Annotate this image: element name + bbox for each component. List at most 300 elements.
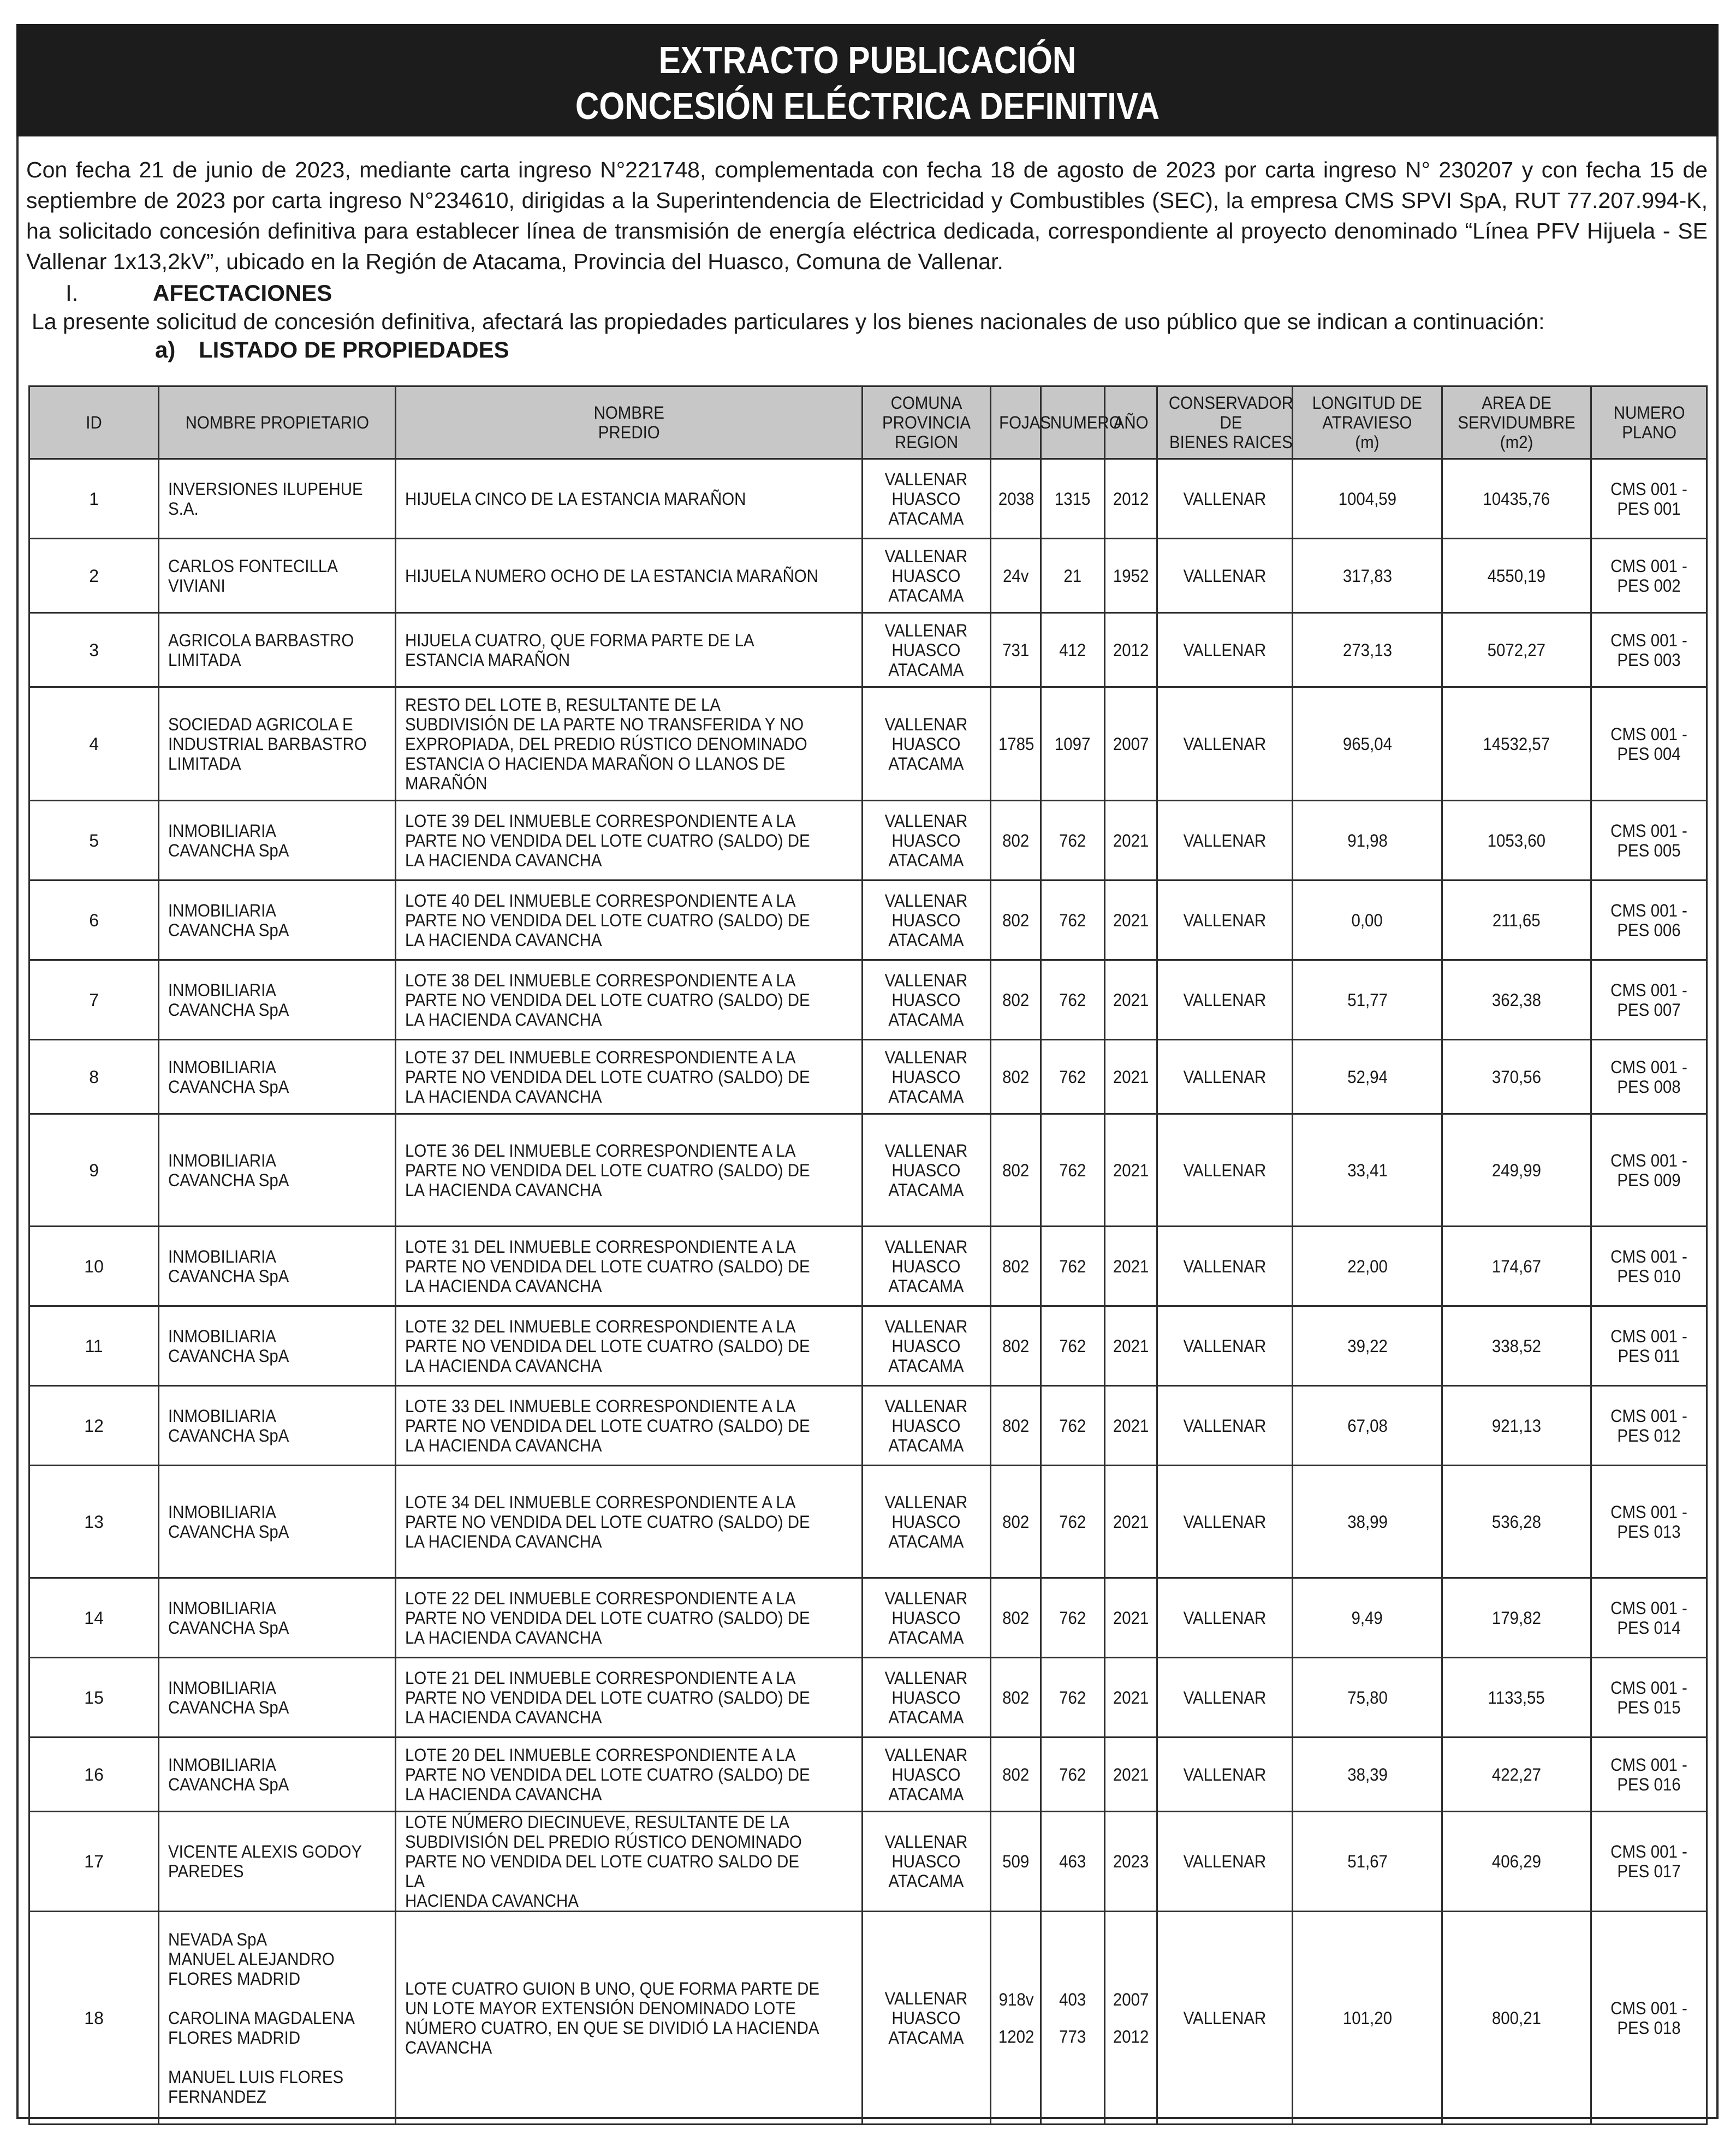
- cell-area: [1442, 1658, 1591, 1738]
- predio-line: LOTE CUATRO GUION B UNO, QUE FORMA PARTE DE: [405, 1978, 819, 1998]
- conservador-text: VALLENAR: [1184, 910, 1267, 930]
- cell-id: 7: [29, 960, 159, 1040]
- predio-line: HACIENDA CAVANCHA: [405, 1891, 579, 1911]
- cell-anio: [1105, 1738, 1157, 1812]
- predio-line: LOTE 32 DEL INMUEBLE CORRESPONDIENTE A LA: [405, 1316, 796, 1336]
- cell-anio: [1105, 459, 1157, 539]
- plano-line: PES 001: [1617, 498, 1681, 519]
- owner-line: CAVANCHA SpA: [168, 1266, 289, 1286]
- table-header-row: [29, 386, 1707, 459]
- plano-line: PES 002: [1617, 575, 1681, 596]
- area-text: 362,38: [1492, 990, 1542, 1010]
- plano-line: CMS 001 -: [1610, 724, 1688, 744]
- header-id-text: ID: [86, 413, 102, 432]
- area-text: 370,56: [1492, 1067, 1542, 1087]
- cell-owner: [159, 1114, 396, 1227]
- owner-line: INMOBILIARIA: [168, 900, 277, 920]
- conservador-text: VALLENAR: [1184, 1852, 1267, 1871]
- cell-id: 15: [29, 1658, 159, 1738]
- comuna-text: [885, 1832, 968, 1891]
- comuna-line: VALLENAR: [885, 1316, 968, 1336]
- plano-text: [1610, 1842, 1687, 1881]
- owner-line: INMOBILIARIA: [168, 1598, 277, 1618]
- anio-line: 2021: [1113, 1687, 1149, 1707]
- cell-predio: [396, 801, 863, 880]
- anio-line: 2021: [1113, 1608, 1149, 1628]
- owner-line: LIMITADA: [168, 753, 241, 774]
- longitud-text: 33,41: [1347, 1160, 1388, 1180]
- predio-line: LA HACIENDA CAVANCHA: [405, 1009, 602, 1030]
- cell-fojas: [990, 1114, 1041, 1227]
- fojas-line: 802: [1002, 1687, 1029, 1707]
- cell-anio: [1105, 1114, 1157, 1227]
- comuna-line: ATACAMA: [888, 1784, 964, 1804]
- longitud-text: 1004,59: [1338, 489, 1396, 509]
- owner-line: INMOBILIARIA: [168, 820, 277, 841]
- anio-line: 2021: [1113, 1256, 1149, 1276]
- predio-text: [405, 1812, 820, 1911]
- plano-line: CMS 001 -: [1610, 479, 1688, 499]
- predio-text: [405, 1588, 810, 1647]
- header-longitud: [1293, 386, 1442, 459]
- cell-numero: [1041, 1040, 1105, 1114]
- cell-plano: [1591, 1738, 1707, 1812]
- numero-line: 762: [1059, 1764, 1086, 1784]
- cell-numero: [1041, 1114, 1105, 1227]
- plano-text: [1610, 1502, 1687, 1542]
- fojas-text: [1002, 990, 1029, 1010]
- predio-text: [405, 489, 746, 509]
- owner-text: [168, 1247, 289, 1286]
- fojas-line: 1785: [998, 734, 1035, 754]
- comuna-line: ATACAMA: [888, 1871, 964, 1891]
- predio-text: [405, 566, 818, 586]
- predio-line: LOTE 37 DEL INMUEBLE CORRESPONDIENTE A LA: [405, 1047, 796, 1067]
- comuna-line: HUASCO: [891, 1852, 961, 1871]
- anio-text: [1113, 1990, 1149, 2046]
- header-owner: [159, 386, 396, 459]
- comuna-line: VALLENAR: [885, 714, 968, 734]
- cell-id: 11: [29, 1306, 159, 1386]
- owner-line: LIMITADA: [168, 650, 241, 670]
- cell-fojas: [990, 1386, 1041, 1466]
- comuna-line: HUASCO: [891, 1415, 961, 1436]
- cell-predio: [396, 1306, 863, 1386]
- header-predio-text: [593, 403, 664, 442]
- comuna-text: [885, 1237, 968, 1296]
- numero-text: [1059, 640, 1086, 660]
- plano-text: [1610, 1598, 1687, 1638]
- cell-id: 5: [29, 801, 159, 880]
- plano-text: [1610, 1151, 1687, 1190]
- comuna-line: ATACAMA: [888, 1435, 964, 1455]
- anio-text: [1113, 1608, 1149, 1628]
- owner-text: [168, 1678, 289, 1717]
- predio-text: [405, 1979, 819, 2057]
- cell-predio: [396, 1658, 863, 1738]
- header-line: LONGITUD DE: [1312, 393, 1423, 413]
- anio-line: 2021: [1113, 1067, 1149, 1087]
- fojas-text: [1002, 1336, 1029, 1356]
- cell-longitud: [1293, 880, 1442, 960]
- subsection-number: a): [155, 337, 176, 362]
- predio-line: LOTE 34 DEL INMUEBLE CORRESPONDIENTE A LA: [405, 1492, 796, 1512]
- anio-line: 2012: [1113, 489, 1149, 509]
- predio-line: PARTE NO VENDIDA DEL LOTE CUATRO (SALDO) DE: [405, 1764, 810, 1784]
- anio-line: 2021: [1113, 1160, 1149, 1180]
- cell-numero: [1041, 459, 1105, 539]
- cell-anio: [1105, 1040, 1157, 1114]
- cell-fojas: [990, 1466, 1041, 1578]
- plano-line: PES 003: [1617, 650, 1681, 670]
- comuna-line: VALLENAR: [885, 469, 968, 489]
- cell-area: [1442, 539, 1591, 613]
- anio-text: [1113, 1416, 1149, 1436]
- cell-conservador: [1157, 1114, 1293, 1227]
- cell-id: 4: [29, 687, 159, 801]
- predio-line: LOTE 20 DEL INMUEBLE CORRESPONDIENTE A LA: [405, 1745, 796, 1765]
- owner-line: FLORES MADRID: [168, 2027, 301, 2048]
- anio-text: [1113, 566, 1149, 586]
- plano-text: [1610, 724, 1687, 764]
- cell-id: 3: [29, 613, 159, 687]
- predio-line: LOTE 38 DEL INMUEBLE CORRESPONDIENTE A LA: [405, 970, 796, 990]
- comuna-line: HUASCO: [891, 734, 961, 754]
- plano-line: CMS 001 -: [1610, 556, 1688, 576]
- cell-fojas: [990, 1912, 1041, 2125]
- cell-longitud: [1293, 960, 1442, 1040]
- cell-fojas: [990, 960, 1041, 1040]
- fojas-line: 802: [1002, 1256, 1029, 1276]
- predio-text: [405, 695, 807, 793]
- anio-line: 2021: [1113, 910, 1149, 930]
- longitud-text: 38,99: [1347, 1512, 1388, 1532]
- header-line: CONSERVADOR DE: [1169, 393, 1294, 432]
- predio-line: LOTE 22 DEL INMUEBLE CORRESPONDIENTE A LA: [405, 1588, 796, 1608]
- cell-numero: [1041, 960, 1105, 1040]
- cell-owner: [159, 1306, 396, 1386]
- cell-comuna: [862, 1386, 990, 1466]
- longitud-text: 51,77: [1347, 990, 1388, 1010]
- cell-id: 10: [29, 1227, 159, 1306]
- cell-longitud: [1293, 687, 1442, 801]
- fojas-text: [1002, 1765, 1029, 1784]
- plano-line: PES 010: [1617, 1266, 1681, 1286]
- table-row: [29, 1658, 1707, 1738]
- plano-line: PES 005: [1617, 840, 1681, 860]
- comuna-text: [885, 1668, 968, 1727]
- cell-numero: [1041, 539, 1105, 613]
- cell-anio: [1105, 1386, 1157, 1466]
- cell-fojas: [990, 1227, 1041, 1306]
- comuna-line: HUASCO: [891, 1336, 961, 1356]
- owner-text: [168, 556, 338, 596]
- fojas-line: 802: [1002, 1067, 1029, 1087]
- numero-text: [1055, 489, 1090, 509]
- cell-longitud: [1293, 801, 1442, 880]
- fojas-line: 918v: [998, 1989, 1034, 2009]
- predio-line: HIJUELA CINCO DE LA ESTANCIA MARAÑON: [405, 489, 746, 509]
- area-text: 921,13: [1492, 1415, 1542, 1436]
- predio-line: LA HACIENDA CAVANCHA: [405, 1627, 602, 1647]
- numero-text: [1059, 911, 1086, 930]
- conservador-text: VALLENAR: [1184, 1764, 1267, 1784]
- comuna-line: ATACAMA: [888, 753, 964, 774]
- comuna-text: [885, 1048, 968, 1106]
- cell-longitud: [1293, 1578, 1442, 1658]
- longitud-text: 52,94: [1347, 1067, 1388, 1087]
- plano-line: CMS 001 -: [1610, 1150, 1688, 1170]
- numero-text: [1059, 1688, 1086, 1707]
- plano-line: CMS 001 -: [1610, 900, 1688, 920]
- numero-line: 762: [1059, 910, 1086, 930]
- owner-line: NEVADA SpA: [168, 1929, 267, 1949]
- longitud-text: 75,80: [1347, 1687, 1388, 1707]
- header-numero-text: NUMERO: [1050, 413, 1122, 432]
- cell-area: [1442, 1466, 1591, 1578]
- table-row: [29, 880, 1707, 960]
- predio-line: PARTE NO VENDIDA DEL LOTE CUATRO (SALDO) DE: [405, 1687, 810, 1707]
- plano-text: [1610, 479, 1687, 519]
- cell-fojas: [990, 539, 1041, 613]
- area-text: 5072,27: [1487, 640, 1546, 660]
- comuna-text: [885, 1989, 968, 2048]
- cell-numero: [1041, 1658, 1105, 1738]
- header-line: NOMBRE: [593, 403, 664, 423]
- owner-line: MANUEL LUIS FLORES: [168, 2067, 344, 2087]
- cell-owner: [159, 1658, 396, 1738]
- fojas-text: [1003, 566, 1028, 586]
- cell-conservador: [1157, 539, 1293, 613]
- longitud-text: 67,08: [1347, 1415, 1388, 1436]
- owner-text: [168, 1755, 289, 1794]
- owner-text: [168, 1502, 289, 1542]
- cell-owner: [159, 880, 396, 960]
- plano-text: [1610, 1406, 1687, 1445]
- plano-line: PES 017: [1617, 1861, 1681, 1881]
- cell-owner: [159, 1466, 396, 1578]
- cell-predio: [396, 687, 863, 801]
- numero-text: [1059, 1765, 1086, 1784]
- plano-line: CMS 001 -: [1610, 1326, 1688, 1346]
- owner-text: [168, 1406, 289, 1445]
- cell-plano: [1591, 1227, 1707, 1306]
- cell-fojas: [990, 613, 1041, 687]
- cell-id: 2: [29, 539, 159, 613]
- owner-line: SOCIEDAD AGRICOLA E: [168, 714, 353, 734]
- area-text: 536,28: [1492, 1512, 1542, 1532]
- section-number: I.: [66, 280, 79, 306]
- cell-area: [1442, 1912, 1591, 2125]
- predio-line: PARTE NO VENDIDA DEL LOTE CUATRO (SALDO) DE: [405, 830, 810, 850]
- cell-plano: [1591, 1912, 1707, 2125]
- predio-line: LA HACIENDA CAVANCHA: [405, 930, 602, 950]
- owner-line: FERNANDEZ: [168, 2086, 267, 2107]
- cell-area: [1442, 613, 1591, 687]
- cell-owner: [159, 539, 396, 613]
- numero-line: 762: [1059, 1512, 1086, 1532]
- conservador-text: VALLENAR: [1184, 1067, 1267, 1087]
- numero-text: [1064, 566, 1082, 586]
- comuna-line: ATACAMA: [888, 1180, 964, 1200]
- owner-line: INMOBILIARIA: [168, 980, 277, 1000]
- anio-text: [1113, 831, 1149, 850]
- predio-line: PARTE NO VENDIDA DEL LOTE CUATRO (SALDO) DE: [405, 1608, 810, 1628]
- comuna-line: HUASCO: [891, 1512, 961, 1532]
- table-row: [29, 1386, 1707, 1466]
- owner-line: CAVANCHA SpA: [168, 1521, 289, 1542]
- owner-line: CAVANCHA SpA: [168, 1697, 289, 1717]
- anio-text: [1113, 489, 1149, 509]
- cell-comuna: [862, 880, 990, 960]
- numero-line: 762: [1059, 1336, 1086, 1356]
- comuna-line: VALLENAR: [885, 1745, 968, 1765]
- cell-conservador: [1157, 960, 1293, 1040]
- predio-line: LA HACIENDA CAVANCHA: [405, 850, 602, 870]
- owner-line: CAVANCHA SpA: [168, 999, 289, 1020]
- predio-line: UN LOTE MAYOR EXTENSIÓN DENOMINADO LOTE: [405, 1998, 796, 2018]
- plano-line: PES 015: [1617, 1697, 1681, 1717]
- header-id: [29, 386, 159, 459]
- cell-area: [1442, 1114, 1591, 1227]
- numero-line: 403: [1059, 1989, 1086, 2009]
- cell-longitud: [1293, 1812, 1442, 1912]
- fojas-text: [1002, 1512, 1029, 1532]
- numero-line: 762: [1059, 1160, 1086, 1180]
- predio-line: ESTANCIA O HACIENDA MARAÑON O LLANOS DE: [405, 753, 786, 774]
- numero-line: 762: [1059, 1608, 1086, 1628]
- predio-line: PARTE NO VENDIDA DEL LOTE CUATRO SALDO DE LA: [405, 1852, 799, 1891]
- plano-line: CMS 001 -: [1610, 1598, 1688, 1618]
- longitud-text: 39,22: [1347, 1336, 1388, 1356]
- cell-area: [1442, 1227, 1591, 1306]
- cell-id: 9: [29, 1114, 159, 1227]
- cell-comuna: [862, 1658, 990, 1738]
- comuna-text: [885, 811, 968, 870]
- comuna-text: [885, 1588, 968, 1647]
- subsection-heading: [155, 336, 509, 364]
- predio-text: [405, 1396, 810, 1455]
- cell-longitud: [1293, 459, 1442, 539]
- plano-line: CMS 001 -: [1610, 1998, 1688, 2018]
- cell-area: [1442, 1040, 1591, 1114]
- cell-plano: [1591, 687, 1707, 801]
- owner-line: [168, 1989, 355, 2008]
- cell-anio: [1105, 1306, 1157, 1386]
- cell-predio: [396, 1578, 863, 1658]
- cell-fojas: [990, 801, 1041, 880]
- cell-area: [1442, 1386, 1591, 1466]
- anio-text: [1113, 990, 1149, 1010]
- comuna-text: [885, 1492, 968, 1551]
- cell-conservador: [1157, 613, 1293, 687]
- header-line: SERVIDUMBRE: [1458, 413, 1576, 432]
- comuna-line: HUASCO: [891, 566, 961, 586]
- fojas-line: 802: [1002, 910, 1029, 930]
- header-predio: [396, 386, 863, 459]
- cell-fojas: [990, 880, 1041, 960]
- owner-line: CAVANCHA SpA: [168, 920, 289, 940]
- header-line: AREA DE: [1482, 393, 1551, 413]
- table-row: [29, 801, 1707, 880]
- numero-text: [1059, 1990, 1086, 2046]
- comuna-line: VALLENAR: [885, 890, 968, 911]
- numero-text: [1059, 1161, 1086, 1180]
- header-line: BIENES RAICES: [1169, 432, 1293, 452]
- area-text: 249,99: [1492, 1160, 1542, 1180]
- owner-line: INDUSTRIAL BARBASTRO: [168, 734, 367, 754]
- owner-text: [168, 1842, 362, 1881]
- cell-conservador: [1157, 1040, 1293, 1114]
- header-line: NUMERO: [1613, 403, 1685, 423]
- cell-owner: [159, 801, 396, 880]
- owner-line: CAVANCHA SpA: [168, 1076, 289, 1097]
- plano-line: CMS 001 -: [1610, 630, 1688, 650]
- predio-line: PARTE NO VENDIDA DEL LOTE CUATRO (SALDO) DE: [405, 1067, 810, 1087]
- cell-predio: [396, 1114, 863, 1227]
- numero-text: [1059, 1067, 1086, 1087]
- predio-line: LOTE 33 DEL INMUEBLE CORRESPONDIENTE A LA: [405, 1396, 796, 1416]
- cell-plano: [1591, 1466, 1707, 1578]
- predio-text: [405, 971, 810, 1030]
- predio-line: MARAÑÓN: [405, 773, 487, 793]
- comuna-text: [885, 469, 968, 528]
- anio-line: 1952: [1113, 566, 1149, 586]
- predio-line: LA HACIENDA CAVANCHA: [405, 1531, 602, 1551]
- cell-numero: [1041, 801, 1105, 880]
- owner-line: INMOBILIARIA: [168, 1677, 277, 1698]
- fojas-line: 802: [1002, 990, 1029, 1010]
- header-line: ATRAVIESO: [1322, 413, 1412, 432]
- comuna-line: HUASCO: [891, 910, 961, 930]
- table-row: [29, 1738, 1707, 1812]
- owner-text: [168, 630, 354, 670]
- area-text: 1133,55: [1488, 1687, 1545, 1707]
- table-row: [29, 459, 1707, 539]
- cell-area: [1442, 1578, 1591, 1658]
- cell-predio: [396, 459, 863, 539]
- numero-text: [1059, 831, 1086, 850]
- header-line: PLANO: [1621, 423, 1676, 442]
- owner-text: [168, 980, 289, 1020]
- plano-line: PES 006: [1617, 920, 1681, 940]
- anio-line: 2023: [1113, 1852, 1149, 1871]
- cell-comuna: [862, 1227, 990, 1306]
- fojas-line: 802: [1002, 1608, 1029, 1628]
- fojas-text: [998, 734, 1034, 754]
- anio-text: [1113, 640, 1149, 660]
- numero-text: [1059, 990, 1086, 1010]
- cell-numero: [1041, 613, 1105, 687]
- predio-line: PARTE NO VENDIDA DEL LOTE CUATRO (SALDO) DE: [405, 1256, 810, 1276]
- cell-predio: [396, 1386, 863, 1466]
- owner-line: INMOBILIARIA: [168, 1326, 277, 1346]
- anio-text: [1113, 1765, 1149, 1784]
- cell-comuna: [862, 459, 990, 539]
- conservador-text: VALLENAR: [1184, 1415, 1267, 1436]
- cell-plano: [1591, 539, 1707, 613]
- cell-owner: [159, 687, 396, 801]
- comuna-line: HUASCO: [891, 1687, 961, 1707]
- fojas-line: 731: [1002, 640, 1029, 660]
- comuna-text: [885, 715, 968, 774]
- predio-line: LA HACIENDA CAVANCHA: [405, 1355, 602, 1376]
- cell-comuna: [862, 1578, 990, 1658]
- intro-paragraph: Con fecha 21 de junio de 2023, mediante carta ingreso N°221748, complementada con fecha 18 de agosto de 2023 por carta ingreso N° 230207 y con fecha 15 de septiembre de 2023 por carta ingreso N°234610, dirigidas a la Superintendencia de Electricidad y Combustibles (SEC), la empresa CMS SPVI SpA, RUT 77.207.994-K, ha solicitado concesión definitiva para establecer línea de transmisión de energía eléctrica dedicada, correspondiente al proyecto denominado “Línea PFV Hijuela - SE Vallenar 1x13,2kV”, ubicado en la Región de Atacama, Provincia del Huasco, Comuna de Vallenar.: [26, 157, 1708, 274]
- plano-line: CMS 001 -: [1610, 1677, 1688, 1698]
- owner-text: [168, 901, 289, 940]
- comuna-line: HUASCO: [891, 489, 961, 509]
